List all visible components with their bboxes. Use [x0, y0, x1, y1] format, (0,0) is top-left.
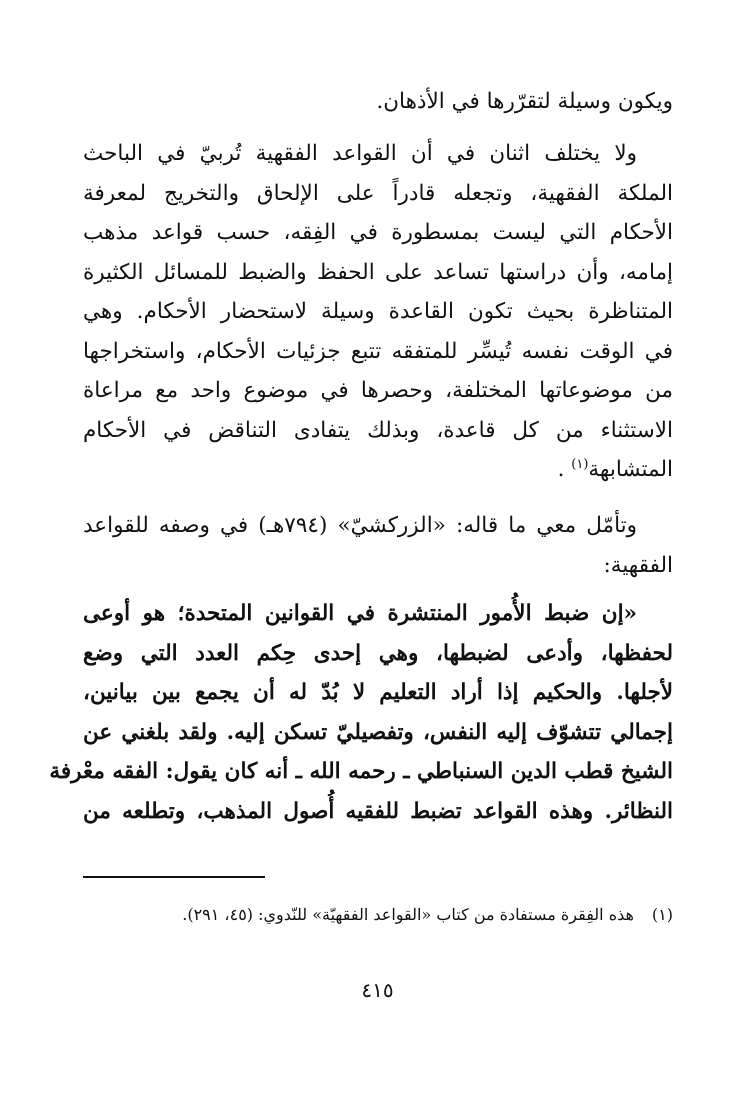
text-line: من موضوعاتها المختلفة، وحصرها في موضوع واحد مع مراعاة: [83, 378, 673, 403]
text-line: إجمالي تتشوّف إليه النفس، وتفصيليّ تسكن إليه. ولقد بلغني عن: [83, 719, 673, 745]
footnote-text: هذه الفِقرة مستفادة من كتاب «القواعد الفقهيّة» للنّدوي: (٤٥، ٢٩١).: [182, 905, 634, 924]
text-line: وتأمّل معي ما قاله: «الزركشيّ» (٧٩٤هـ) في وصفه للقواعد: [83, 513, 637, 538]
text-line: الأحكام التي ليست بمسطورة في الفِقه، حسب قواعد مذهب: [83, 220, 673, 245]
text-line: ويكون وسيلة لتقرّرها في الأذهان.: [376, 89, 673, 114]
text-line-last: [83, 450, 673, 490]
text-line: المتناظرة بحيث تكون القاعدة وسيلة لاستحضار الأحكام. وهي: [83, 299, 673, 324]
text-line: الفقهية:: [603, 552, 673, 578]
footnote-separator: [83, 876, 265, 878]
text-line: الملكة الفقهية، وتجعله قادراً على الإلحاق والتخريج لمعرفة: [83, 180, 673, 206]
text-line: الشيخ قطب الدين السنباطي ـ رحمه الله ـ أنه كان يقول: الفقه معْرفة: [49, 759, 673, 784]
text-fragment: .: [557, 457, 565, 482]
text-line: في الوقت نفسه تُيسِّر للمتفقه تتبع جزئيات الأحكام، واستخراجها: [83, 338, 673, 364]
quotation-block: [49, 594, 673, 831]
text-fragment: المتشابهة: [588, 457, 673, 482]
text-line: «إن ضبط الأُمور المنتشرة في القوانين المتحدة؛ هو أوعى: [83, 601, 637, 626]
text-line: لأجلها. والحكيم إذا أراد التعليم لا بُدّ له أن يجمع بين بيانين،: [83, 680, 673, 705]
text-line: الاستثناء من كل قاعدة، وبذلك يتفادى التناقض في الأحكام: [83, 417, 673, 443]
text-line: النظائر. وهذه القواعد تضبط للفقيه أُصول المذهب، وتطلعه من: [83, 798, 673, 824]
text-line: لحفظها، وأدعى لضبطها، وهي إحدى حِكم العدد التي وضع: [83, 640, 673, 666]
footnote-number: (١): [651, 905, 673, 924]
text-line: إمامه، وأن دراستها تساعد على الحفظ والضبط للمسائل الكثيرة: [83, 259, 673, 285]
paragraph-2: [83, 134, 673, 490]
text-line: ولا يختلف اثنان في أن القواعد الفقهية تُربيّ في الباحث: [83, 141, 637, 166]
paragraph-1: [83, 82, 673, 122]
paragraph-3: [83, 506, 673, 585]
page-number: ٤١٥: [361, 978, 394, 1002]
footnote-reference[interactable]: (١): [571, 456, 589, 472]
footnote: [83, 902, 673, 928]
